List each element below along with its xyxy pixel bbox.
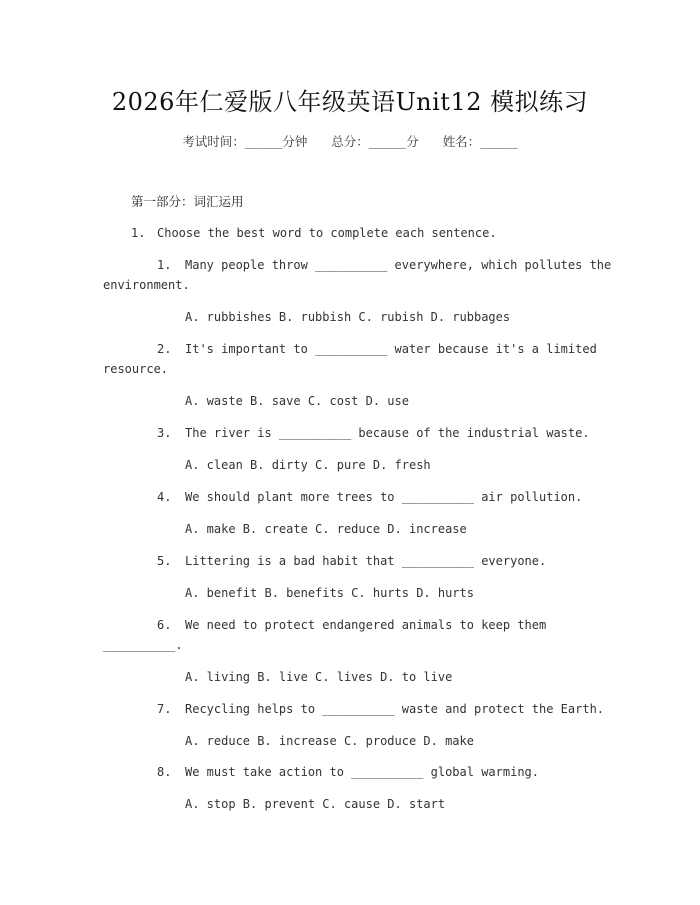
question-number: 2. <box>157 342 172 356</box>
score-blank: ______ <box>368 134 407 149</box>
question-text: We should plant more trees to __________ air pollution. <box>185 490 583 504</box>
question-options: A. benefit B. benefits C. hurts D. hurts <box>185 586 474 600</box>
question-number: 7. <box>157 702 172 716</box>
question-text: It's important to __________ water because it's a limited <box>185 342 597 356</box>
question-text: We must take action to __________ global warming. <box>185 765 540 779</box>
question-number: 1. <box>157 258 172 272</box>
question-number: 3. <box>157 426 172 440</box>
name-blank: ______ <box>480 134 518 149</box>
exam-info-line <box>0 132 700 150</box>
instruction-number: 1. <box>131 226 146 240</box>
question-text: Many people throw __________ everywhere, which pollutes the <box>185 258 612 272</box>
score-unit: 分 <box>406 134 419 149</box>
question-options: A. stop B. prevent C. cause D. start <box>185 797 446 811</box>
question-text: We need to protect endangered animals to keep them <box>185 618 547 632</box>
question-options: A. clean B. dirty C. pure D. fresh <box>185 458 431 472</box>
question-options: A. living B. live C. lives D. to live <box>185 670 453 684</box>
question-text: The river is __________ because of the industrial waste. <box>185 426 590 440</box>
question-options: A. reduce B. increase C. produce D. make <box>185 734 474 748</box>
time-unit: 分钟 <box>282 134 308 149</box>
name-label: 姓名： <box>442 134 481 149</box>
question-number: 6. <box>157 618 172 632</box>
question-text: Littering is a bad habit that __________ everyone. <box>185 554 547 568</box>
time-label: 考试时间： <box>182 134 245 149</box>
question-number: 5. <box>157 554 172 568</box>
instruction-text: Choose the best word to complete each sentence. <box>157 226 497 240</box>
question-options: A. waste B. save C. cost D. use <box>185 394 409 408</box>
question-text-continued: environment. <box>103 278 190 292</box>
question-options: A. make B. create C. reduce D. increase <box>185 522 467 536</box>
section-title: 第一部分：词汇运用 <box>131 194 244 209</box>
page-title: 2026年仁爱版八年级英语Unit12 模拟练习 <box>111 88 589 116</box>
score-label: 总分： <box>331 134 369 149</box>
question-number: 8. <box>157 765 172 779</box>
question-number: 4. <box>157 490 172 504</box>
question-text-continued: resource. <box>103 362 169 376</box>
question-text: Recycling helps to __________ waste and protect the Earth. <box>185 702 605 716</box>
question-text-continued: __________. <box>103 638 183 652</box>
time-blank: ______ <box>244 134 283 149</box>
question-options: A. rubbishes B. rubbish C. rubish D. rubbages <box>185 310 511 324</box>
